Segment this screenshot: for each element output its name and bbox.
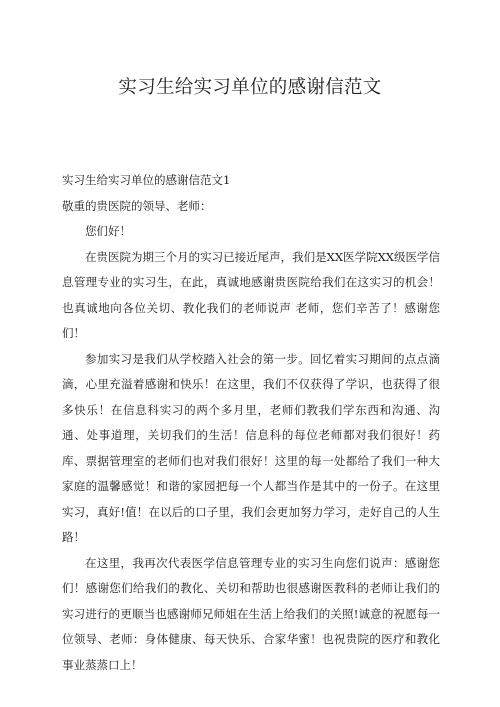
section-heading: 实习生给实习单位的感谢信范文1: [62, 173, 231, 187]
document-title: 实习生给实习单位的感谢信范文: [118, 77, 382, 98]
body-paragraph: 参加实习是我们从学校踏入社会的第一步。回忆着实习期间的点点滴滴，心里充溢着感谢和快乐！在这里，我们不仅获得了学识，也获得了很多快乐！在信息科实习的两个多月里，老师们教我们学东西和沟通、沟通、处事道理，关切我们的生活！信息科的每位老师都对我们很好！药库、票据管理室的老师们也对我们很好！这里的每一处都给了我们一种大家庭的温馨感觉！和谐的家园把每一个人都当作是其中的一份子。在这里实习，真好!值！在以后的口子里，我们会更加努力学习，走好自己的人生路！: [62, 351, 440, 544]
salutation: 敬重的贵医院的领导、老师：: [62, 198, 212, 213]
body-paragraph: 在这里，我再次代表医学信息管理专业的实习生向您们说声：感谢您们！感谢您们给我们的教化、关切和帮助也很感谢医教科的老师让我们的实习进行的更顺当也感谢师兄师姐在生活上给我们的关照!诚意的祝愿每一位领导、老师：身体健康、每天快乐、合家华蜜！也祝贵院的医疗和教化事业蒸蒸口上！: [62, 555, 440, 672]
document-body: [62, 168, 440, 678]
body-paragraph: 在贵医院为期三个月的实习已接近尾声，我们是XX医学院XX级医学信息管理专业的实习生，在此，真诚地感谢贵医院给我们在这实习的机会！也真诚地向各位关切、教化我们的老师说声 老师，您们辛苦了！感谢您们！: [62, 249, 440, 340]
greeting: 您们好！: [85, 224, 131, 238]
